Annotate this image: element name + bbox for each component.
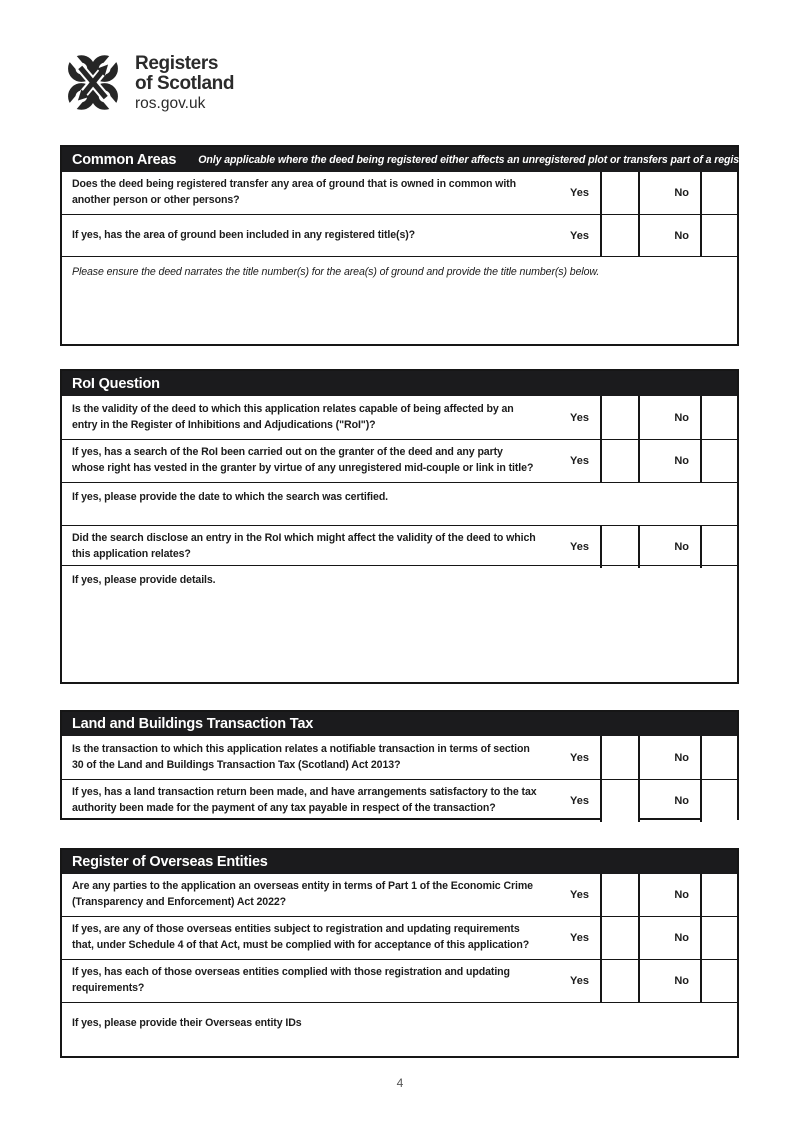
page-number: 4	[396, 1076, 404, 1090]
no-checkbox[interactable]	[700, 172, 737, 214]
section-title: Register of Overseas Entities	[72, 854, 268, 870]
question-row	[62, 736, 737, 779]
no-label: No	[674, 751, 689, 764]
ros-logo-website: ros.gov.uk	[135, 95, 206, 112]
yes-checkbox[interactable]	[600, 526, 640, 568]
question-row	[62, 525, 737, 565]
section-overseas-entities-header	[62, 850, 737, 874]
yes-checkbox[interactable]	[600, 960, 640, 1002]
yes-label: Yes	[570, 932, 589, 944]
yes-label: Yes	[570, 975, 589, 987]
prompt-text: If yes, please provide their Overseas entity IDs	[72, 1017, 302, 1029]
yes-label: Yes	[570, 229, 589, 242]
yes-label: Yes	[570, 187, 589, 199]
no-checkbox[interactable]	[700, 736, 737, 779]
yes-label: Yes	[570, 455, 589, 467]
no-label: No	[674, 932, 689, 944]
no-label: No	[674, 229, 689, 242]
yes-checkbox[interactable]	[600, 396, 640, 439]
section-title: Common Areas	[72, 151, 177, 168]
yes-checkbox[interactable]	[600, 917, 640, 959]
question-text: If yes, has a search of the RoI been carried out on the granter of the deed and any party whose right has vested in the granter by virtue of any unregistered mid-couple or link in title?	[72, 446, 534, 474]
question-text: Is the transaction to which this application relates a notifiable transaction in terms of section 30 of the Land and Buildings Transaction Tax (Scotland) Act 2013?	[72, 742, 530, 771]
question-text: If yes, has a land transaction return been made, and have arrangements satisfactory to the tax authority been made for the payment of any tax payable in respect of the transaction?	[72, 786, 537, 814]
no-label: No	[674, 540, 689, 553]
overseas-entity-ids-input-area[interactable]	[62, 1002, 737, 1056]
no-label: No	[674, 455, 689, 467]
section-subtitle: Only applicable where the deed being registered either affects an unregistered plot or transfers part of a registered plot.	[198, 153, 790, 166]
question-text: Did the search disclose an entry in the RoI which might affect the validity of the deed to which this application relates?	[72, 532, 536, 560]
question-row	[62, 439, 737, 482]
ros-logo-name-line2: of Scotland	[135, 73, 235, 94]
yes-checkbox[interactable]	[600, 874, 640, 916]
question-row	[62, 874, 737, 916]
ros-logo-name-line1: Registers	[135, 53, 218, 74]
section-common-areas-header	[62, 147, 790, 172]
note-text: Please ensure the deed narrates the title number(s) for the area(s) of ground and provide the title number(s) below.	[72, 266, 600, 278]
question-text: If yes, has each of those overseas entities complied with those registration and updating requirements?	[72, 966, 510, 994]
yes-label: Yes	[570, 889, 589, 901]
yes-checkbox[interactable]	[600, 736, 640, 779]
question-text: Is the validity of the deed to which this application relates capable of being affected by an entry in the Register of Inhibitions and Adjudications ("RoI")?	[72, 402, 514, 431]
no-checkbox[interactable]	[700, 215, 737, 256]
section-title: Land and Buildings Transaction Tax	[72, 716, 314, 732]
no-label: No	[674, 889, 689, 901]
section-roi-question-header	[62, 371, 737, 396]
question-row	[62, 916, 737, 959]
ros-logo-text	[135, 51, 234, 113]
section-common-areas	[60, 145, 790, 346]
prompt-text: If yes, please provide the date to which the search was certified.	[72, 491, 389, 503]
question-text: If yes, are any of those overseas entities subject to registration and updating requirements that, under Schedule 4 of that Act, must be complied with for acceptance of this application?	[72, 923, 530, 951]
yes-label: Yes	[570, 540, 589, 553]
no-checkbox[interactable]	[700, 780, 737, 822]
ros-logo	[64, 51, 234, 114]
no-label: No	[674, 187, 689, 199]
yes-checkbox[interactable]	[600, 780, 640, 822]
no-label: No	[674, 794, 689, 807]
search-date-input-area[interactable]	[62, 482, 737, 525]
no-checkbox[interactable]	[700, 396, 737, 439]
yes-label: Yes	[570, 794, 589, 807]
section-lbtt	[60, 710, 739, 820]
question-row	[62, 959, 737, 1002]
ros-logo-icon	[64, 51, 122, 114]
no-checkbox[interactable]	[700, 526, 737, 568]
yes-checkbox[interactable]	[600, 440, 640, 482]
yes-checkbox[interactable]	[600, 172, 640, 214]
question-text: If yes, has the area of ground been included in any registered title(s)?	[72, 228, 416, 241]
details-input-area[interactable]	[62, 565, 737, 682]
question-text: Are any parties to the application an overseas entity in terms of Part 1 of the Economic Crime (Transparency and Enforcement) Act 2022?	[72, 880, 533, 908]
section-overseas-entities	[60, 848, 739, 1058]
question-row	[62, 172, 737, 214]
yes-label: Yes	[570, 751, 589, 764]
no-checkbox[interactable]	[700, 917, 737, 959]
section-title: RoI Question	[72, 375, 160, 392]
yes-checkbox[interactable]	[600, 215, 640, 256]
no-checkbox[interactable]	[700, 960, 737, 1002]
section-lbtt-header	[62, 712, 737, 736]
question-row	[62, 214, 737, 256]
no-label: No	[674, 411, 689, 424]
no-checkbox[interactable]	[700, 874, 737, 916]
title-numbers-input-area[interactable]	[62, 256, 737, 344]
question-text: Does the deed being registered transfer any area of ground that is owned in common with another person or other persons?	[72, 178, 516, 206]
yes-label: Yes	[570, 411, 589, 424]
section-roi-question	[60, 369, 739, 684]
no-label: No	[674, 975, 689, 987]
no-checkbox[interactable]	[700, 440, 737, 482]
question-row	[62, 396, 737, 439]
prompt-text: If yes, please provide details.	[72, 574, 216, 586]
question-row	[62, 779, 737, 822]
